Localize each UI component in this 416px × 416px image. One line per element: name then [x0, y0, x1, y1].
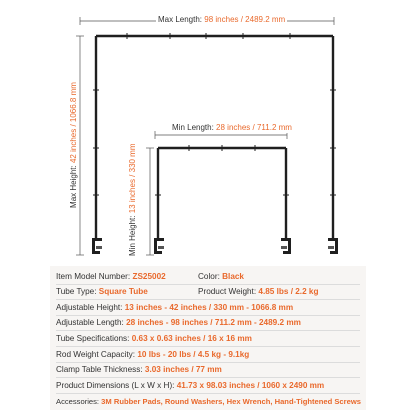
- clamp-small-left: [154, 238, 164, 254]
- divider: [56, 315, 360, 316]
- tube-spec-value: 0.63 x 0.63 inches / 16 x 16 mm: [131, 334, 252, 343]
- spec-tube-specifications: Tube Specifications: 0.63 x 0.63 inches / 16 x 16 mm: [56, 334, 252, 343]
- min-height-dimension: [146, 148, 154, 255]
- max-length-label-text: Max Length:: [158, 15, 203, 24]
- product-dimensions-value: 41.73 x 98.03 inches / 1060 x 2490 mm: [176, 381, 325, 390]
- min-height-value: 13 inches / 330 mm: [128, 143, 137, 214]
- weight-value: 4.85 lbs / 2.2 kg: [258, 287, 319, 296]
- spec-color: Color: Black: [198, 272, 244, 281]
- divider: [56, 362, 360, 363]
- accessories-value: 3M Rubber Pads, Round Washers, Hex Wrench, Hand-Tightened Screws: [101, 397, 361, 406]
- min-height-label-text: Min Height:: [128, 215, 137, 256]
- max-height-value: 42 inches / 1066.8 mm: [69, 82, 78, 164]
- min-length-label: [170, 123, 294, 133]
- rod-capacity-value: 10 lbs - 20 lbs / 4.5 kg - 9.1kg: [137, 350, 250, 359]
- max-length-value: 98 inches / 2489.2 mm: [204, 15, 286, 24]
- max-height-label: [69, 70, 79, 220]
- spec-accessories: Accessories: 3M Rubber Pads, Round Washers, Hex Wrench, Hand-Tightened Screws: [56, 397, 361, 406]
- clamp-thickness-value: 3.03 inches / 77 mm: [144, 365, 222, 374]
- min-length-value: 28 inches / 711.2 mm: [216, 123, 292, 132]
- spec-rod-capacity: Rod Weight Capacity: 10 lbs - 20 lbs / 4.5 kg - 9.1kg: [56, 350, 250, 359]
- spec-adjustable-height: Adjustable Height: 13 inches - 42 inches / 330 mm - 1066.8 mm: [56, 303, 294, 312]
- spec-clamp-thickness: Clamp Table Thickness: 3.03 inches / 77 mm: [56, 365, 222, 374]
- adjustable-length-value: 28 inches - 98 inches / 711.2 mm - 2489.2 mm: [126, 318, 301, 327]
- max-length-label: [156, 15, 287, 25]
- divider: [56, 346, 360, 347]
- small-frame: [158, 148, 286, 240]
- divider: [56, 284, 360, 285]
- spec-adjustable-length: Adjustable Length: 28 inches - 98 inches / 711.2 mm - 2489.2 mm: [56, 318, 301, 327]
- adjustable-height-value: 13 inches - 42 inches / 330 mm - 1066.8 mm: [124, 303, 294, 312]
- spec-tube-type: Tube Type: Square Tube: [56, 287, 148, 296]
- divider: [56, 393, 360, 394]
- divider: [56, 330, 360, 331]
- spec-product-dimensions: Product Dimensions (L x W x H): 41.73 x 98.03 inches / 1060 x 2490 mm: [56, 381, 325, 390]
- tube-type-value: Square Tube: [98, 287, 148, 296]
- spec-weight: Product Weight: 4.85 lbs / 2.2 kg: [198, 287, 319, 296]
- model-value: ZS25002: [132, 272, 166, 281]
- divider: [56, 377, 360, 378]
- color-value: Black: [222, 272, 244, 281]
- clamp-large-left: [92, 238, 102, 254]
- clamp-large-right: [328, 238, 338, 254]
- max-height-label-text: Max Height:: [69, 165, 78, 208]
- divider: [56, 299, 360, 300]
- min-length-label-text: Min Length:: [172, 123, 214, 132]
- spec-model: Item Model Number: ZS25002: [56, 272, 166, 281]
- clamp-small-right: [281, 238, 291, 254]
- small-frame-joints: [155, 145, 289, 195]
- spec-panel: [50, 266, 366, 410]
- min-height-label: [128, 143, 138, 256]
